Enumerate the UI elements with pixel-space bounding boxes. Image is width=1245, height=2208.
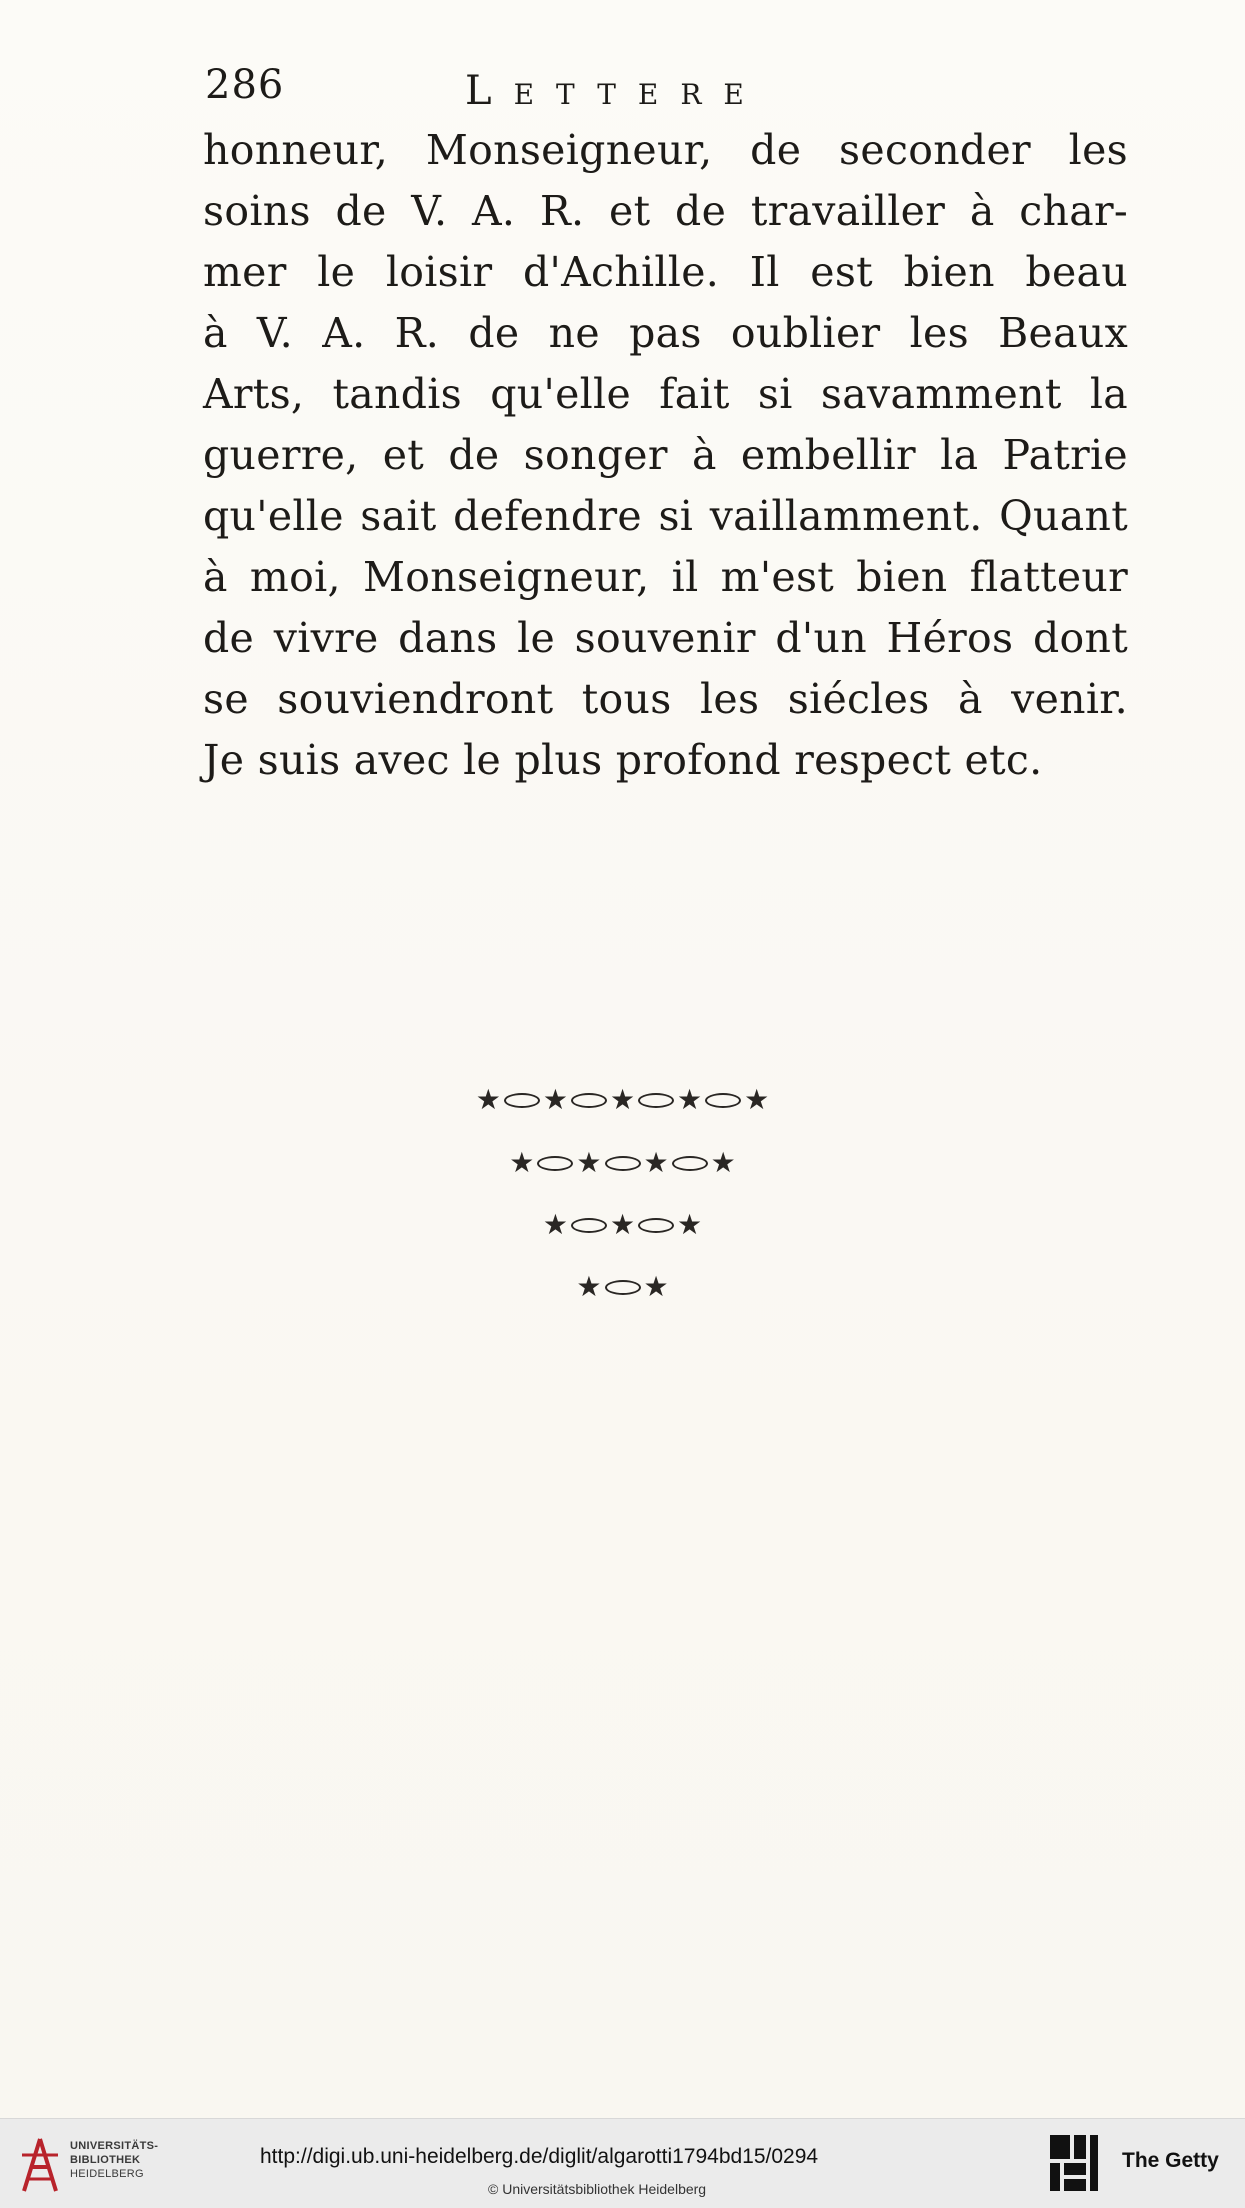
copyright-notice: © Universitätsbibliothek Heidelberg xyxy=(488,2181,707,2197)
partner-name: The Getty xyxy=(1122,2149,1219,2172)
ornament-oval-icon xyxy=(672,1156,708,1171)
university-library-logo-icon xyxy=(14,2135,66,2195)
ornament-oval-icon xyxy=(705,1093,741,1108)
ornament-oval-icon xyxy=(605,1156,641,1171)
text-line: mer le loisir d'Achille. Il est bien beau xyxy=(203,248,1128,296)
text-line: Arts, tandis qu'elle fait si savamment la xyxy=(203,370,1128,418)
ornament-star-icon: ★ xyxy=(509,1146,535,1179)
text-line: à V. A. R. de ne pas oublier les Beaux xyxy=(203,309,1128,357)
institution-line: HEIDELBERG xyxy=(70,2168,144,2180)
university-library-name xyxy=(70,2139,158,2181)
page-header xyxy=(205,62,1135,122)
institution-line: UNIVERSITÄTS- xyxy=(70,2140,159,2152)
ornament-oval-icon xyxy=(537,1156,573,1171)
ornament-star-icon: ★ xyxy=(744,1083,770,1116)
ornament-star-icon: ★ xyxy=(475,1083,501,1116)
ornament-oval-icon xyxy=(571,1093,607,1108)
running-title: Lettere xyxy=(465,68,766,114)
text-line: honneur, Monseigneur, de seconder les xyxy=(203,126,1128,174)
text-line-closing: Je suis avec le plus profond respect etc. xyxy=(203,736,1043,784)
permalink-url[interactable]: http://digi.ub.uni-heidelberg.de/diglit/algarotti1794bd15/0294 xyxy=(260,2145,819,2168)
ornament-star-icon: ★ xyxy=(609,1208,636,1241)
letter-body xyxy=(203,120,1128,791)
ornament-star-icon: ★ xyxy=(576,1146,602,1179)
ornament-row xyxy=(0,1148,1245,1178)
ornament-star-icon: ★ xyxy=(542,1208,568,1241)
getty-logo-icon xyxy=(1048,2133,1100,2193)
ornament-row xyxy=(0,1210,1245,1240)
ornament-row xyxy=(0,1272,1245,1302)
ornament-star-icon: ★ xyxy=(609,1083,636,1116)
text-line: de vivre dans le souvenir d'un Héros dont xyxy=(203,614,1128,662)
ornament-star-icon: ★ xyxy=(677,1083,703,1116)
ornament-oval-icon xyxy=(605,1280,641,1295)
ornament-star-icon: ★ xyxy=(643,1270,669,1303)
ornament-oval-icon xyxy=(638,1093,674,1108)
ornament-row xyxy=(0,1085,1245,1115)
ornament-star-icon: ★ xyxy=(542,1083,568,1116)
ornament-star-icon: ★ xyxy=(710,1146,736,1179)
text-line: guerre, et de songer à embellir la Patrie xyxy=(203,431,1128,479)
page-number: 286 xyxy=(205,62,285,108)
text-line: qu'elle sait defendre si vaillamment. Quant xyxy=(203,492,1128,540)
ornament-oval-icon xyxy=(504,1093,540,1108)
viewer-footer xyxy=(0,2118,1245,2208)
text-line: à moi, Monseigneur, il m'est bien flatteur xyxy=(203,553,1128,601)
text-line: se souviendront tous les siécles à venir. xyxy=(203,675,1128,723)
ornament-star-icon: ★ xyxy=(677,1208,703,1241)
text-line: soins de V. A. R. et de travailler à char- xyxy=(203,187,1128,235)
ornament-star-icon: ★ xyxy=(643,1146,669,1179)
ornament-star-icon: ★ xyxy=(576,1270,602,1303)
ornament-oval-icon xyxy=(638,1218,674,1233)
institution-line: BIBLIOTHEK xyxy=(70,2154,141,2166)
ornament-oval-icon xyxy=(571,1218,607,1233)
